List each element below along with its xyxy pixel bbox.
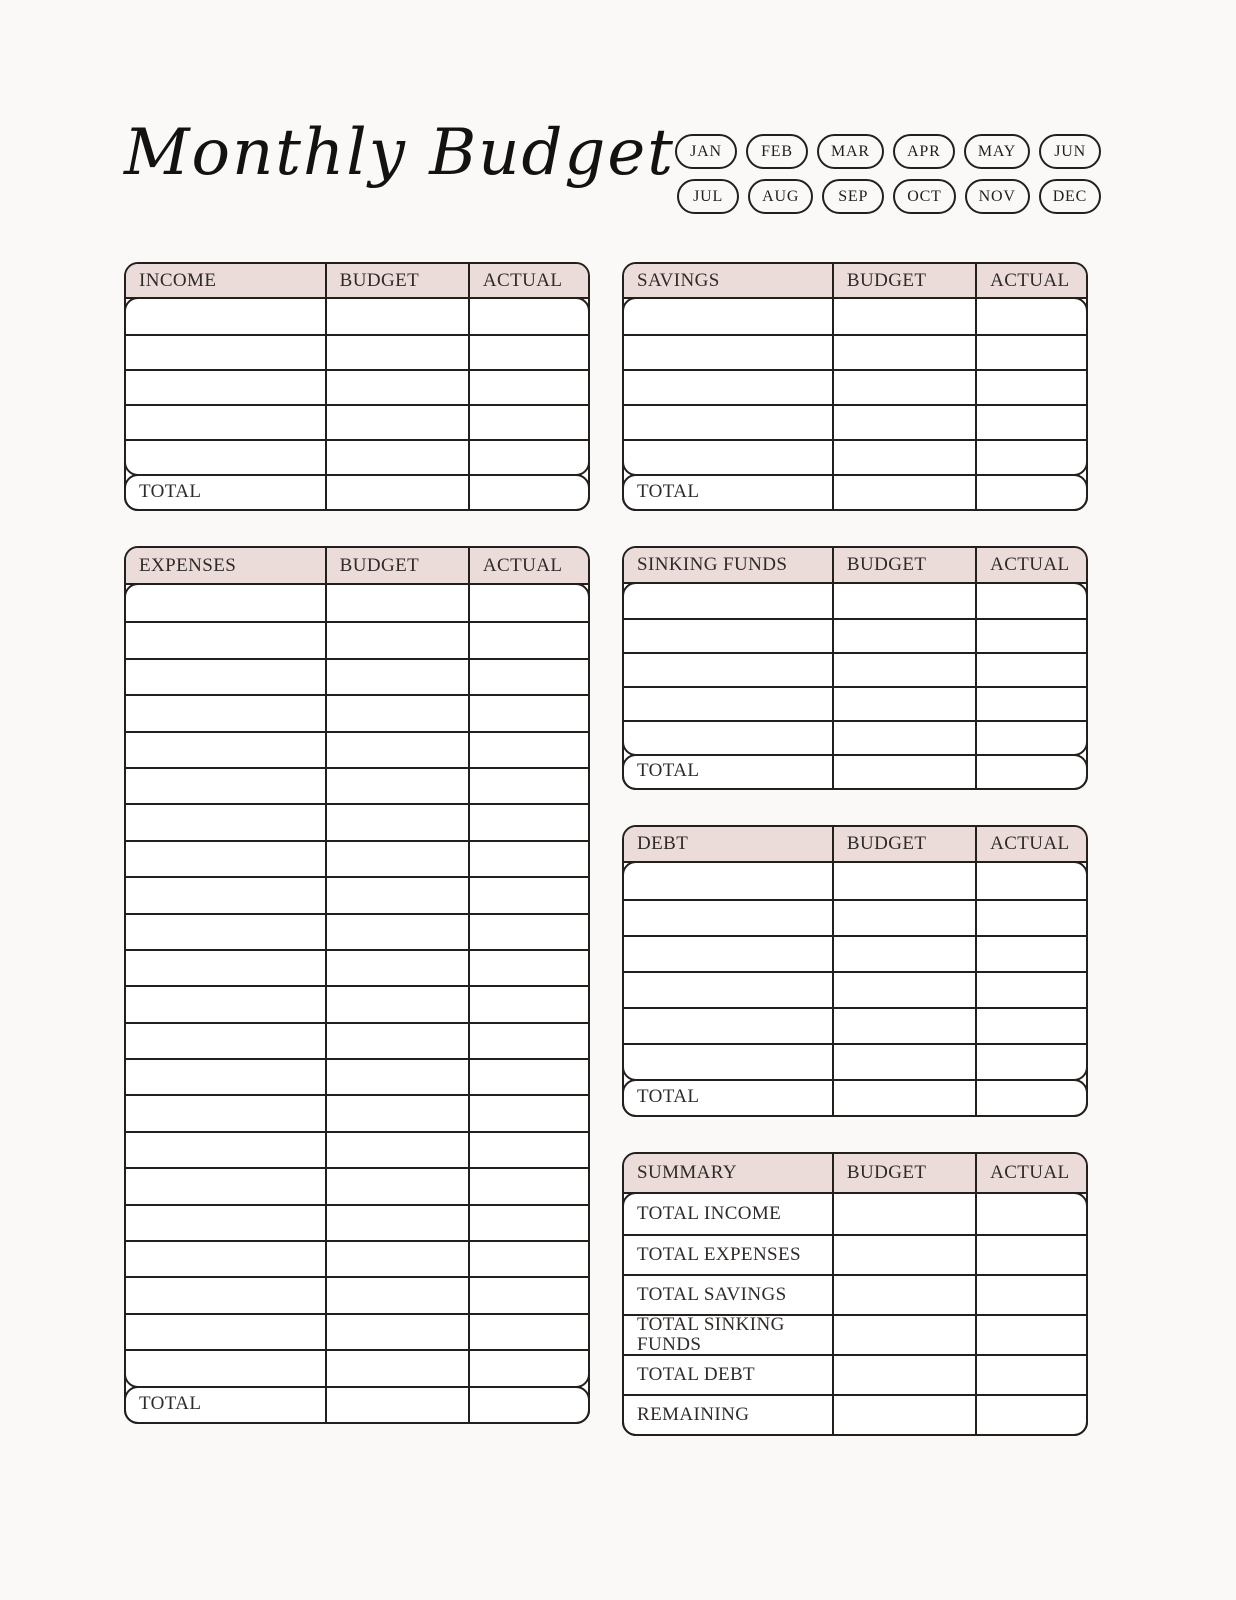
expenses-name-cell[interactable] <box>126 1206 325 1240</box>
debt-total-row <box>624 1079 1086 1115</box>
sinking-funds-total-row <box>624 754 1086 788</box>
sinking-funds-budget-cell[interactable] <box>832 688 975 720</box>
sinking-funds-total-label: TOTAL <box>637 760 700 782</box>
debt-total-actual-cell[interactable] <box>975 1079 1086 1115</box>
savings-actual-cell[interactable] <box>975 441 1086 474</box>
income-row <box>126 334 588 369</box>
summary-row <box>624 1234 1086 1274</box>
debt-header-actual: ACTUAL <box>975 827 1086 861</box>
expenses-row <box>126 1022 588 1058</box>
expenses-budget-cell[interactable] <box>325 733 468 767</box>
income-total-label: TOTAL <box>139 480 202 502</box>
expenses-row <box>126 621 588 657</box>
expenses-actual-cell[interactable] <box>468 769 588 803</box>
expenses-row <box>126 1167 588 1203</box>
savings-name-cell[interactable] <box>624 441 832 474</box>
expenses-row <box>126 1094 588 1130</box>
expenses-budget-cell[interactable] <box>325 1024 468 1058</box>
expenses-row <box>126 949 588 985</box>
income-budget-cell[interactable] <box>325 406 468 439</box>
summary-row <box>624 1394 1086 1434</box>
summary-budget-cell[interactable] <box>832 1356 975 1394</box>
expenses-actual-cell[interactable] <box>468 987 588 1021</box>
income-budget-cell[interactable] <box>325 336 468 369</box>
expenses-row <box>126 803 588 839</box>
summary-row-label: REMAINING <box>637 1404 750 1426</box>
expenses-name-cell[interactable] <box>126 1133 325 1167</box>
expenses-budget-cell[interactable] <box>325 769 468 803</box>
month-pill[interactable]: JUN <box>1039 134 1101 169</box>
month-pill[interactable]: NOV <box>965 179 1030 214</box>
debt-table-header <box>624 827 1086 863</box>
savings-row <box>624 439 1086 474</box>
month-row-first <box>675 134 1101 169</box>
sinking-funds-actual-cell[interactable] <box>975 584 1086 618</box>
expenses-name-cell[interactable] <box>126 915 325 949</box>
expenses-budget-cell[interactable] <box>325 1060 468 1094</box>
expenses-budget-cell[interactable] <box>325 1351 468 1385</box>
expenses-actual-cell[interactable] <box>468 915 588 949</box>
savings-name-cell[interactable] <box>624 406 832 439</box>
expenses-name-cell[interactable] <box>126 585 325 621</box>
sinking-funds-row <box>624 686 1086 720</box>
summary-row-label: TOTAL DEBT <box>637 1364 756 1386</box>
debt-name-cell[interactable] <box>624 973 832 1007</box>
summary-row <box>624 1274 1086 1314</box>
expenses-name-cell[interactable] <box>126 1060 325 1094</box>
income-actual-cell[interactable] <box>468 441 588 474</box>
sinking-funds-table-body <box>624 584 1086 754</box>
summary-table <box>622 1152 1088 1436</box>
month-pill[interactable]: FEB <box>746 134 808 169</box>
expenses-name-cell[interactable] <box>126 623 325 657</box>
savings-name-cell[interactable] <box>624 371 832 404</box>
sinking-funds-header-title: SINKING FUNDS <box>637 554 788 575</box>
expenses-row <box>126 876 588 912</box>
expenses-name-cell[interactable] <box>126 1024 325 1058</box>
expenses-name-cell[interactable] <box>126 1278 325 1312</box>
summary-actual-cell[interactable] <box>975 1356 1086 1394</box>
savings-row <box>624 404 1086 439</box>
debt-actual-cell[interactable] <box>975 937 1086 971</box>
expenses-actual-cell[interactable] <box>468 585 588 621</box>
month-row-second <box>675 179 1101 214</box>
income-budget-cell[interactable] <box>325 299 468 334</box>
debt-actual-cell[interactable] <box>975 1045 1086 1079</box>
expenses-row <box>126 1204 588 1240</box>
sinking-funds-budget-cell[interactable] <box>832 722 975 754</box>
expenses-total-label: TOTAL <box>139 1392 202 1414</box>
month-pill[interactable]: DEC <box>1039 179 1101 214</box>
expenses-name-cell[interactable] <box>126 1169 325 1203</box>
expenses-row <box>126 985 588 1021</box>
summary-budget-cell[interactable] <box>832 1276 975 1314</box>
expenses-header-title: EXPENSES <box>139 554 237 576</box>
expenses-budget-cell[interactable] <box>325 915 468 949</box>
debt-name-cell[interactable] <box>624 1009 832 1043</box>
debt-actual-cell[interactable] <box>975 901 1086 935</box>
expenses-name-cell[interactable] <box>126 769 325 803</box>
summary-header-title: SUMMARY <box>637 1162 737 1183</box>
expenses-budget-cell[interactable] <box>325 696 468 730</box>
debt-table <box>622 825 1088 1117</box>
sinking-funds-table <box>622 546 1088 790</box>
expenses-actual-cell[interactable] <box>468 842 588 876</box>
savings-table-body <box>624 299 1086 474</box>
month-pill[interactable]: MAR <box>817 134 884 169</box>
savings-total-label: TOTAL <box>637 480 700 502</box>
expenses-actual-cell[interactable] <box>468 1024 588 1058</box>
expenses-row <box>126 694 588 730</box>
sinking-funds-name-cell[interactable] <box>624 688 832 720</box>
income-header-actual: ACTUAL <box>468 264 588 297</box>
debt-total-budget-cell[interactable] <box>832 1079 975 1115</box>
sinking-funds-row <box>624 652 1086 686</box>
expenses-name-cell[interactable] <box>126 805 325 839</box>
summary-actual-cell[interactable] <box>975 1316 1086 1354</box>
expenses-actual-cell[interactable] <box>468 696 588 730</box>
sinking-funds-actual-cell[interactable] <box>975 654 1086 686</box>
expenses-row <box>126 1313 588 1349</box>
debt-budget-cell[interactable] <box>832 1045 975 1079</box>
expenses-budget-cell[interactable] <box>325 1096 468 1130</box>
savings-budget-cell[interactable] <box>832 371 975 404</box>
month-selector <box>675 134 1101 214</box>
debt-header-budget: BUDGET <box>832 827 975 861</box>
expenses-header-actual: ACTUAL <box>468 548 588 583</box>
expenses-budget-cell[interactable] <box>325 585 468 621</box>
debt-row <box>624 863 1086 899</box>
savings-budget-cell[interactable] <box>832 406 975 439</box>
expenses-row <box>126 1131 588 1167</box>
savings-row <box>624 334 1086 369</box>
expenses-total-budget-cell[interactable] <box>325 1386 468 1422</box>
income-name-cell[interactable] <box>126 441 325 474</box>
savings-budget-cell[interactable] <box>832 336 975 369</box>
sinking-funds-actual-cell[interactable] <box>975 688 1086 720</box>
expenses-total-row <box>126 1386 588 1422</box>
summary-row-label: TOTAL SAVINGS <box>637 1284 787 1306</box>
expenses-name-cell[interactable] <box>126 696 325 730</box>
debt-actual-cell[interactable] <box>975 1009 1086 1043</box>
expenses-actual-cell[interactable] <box>468 1133 588 1167</box>
sinking-funds-name-cell[interactable] <box>624 620 832 652</box>
expenses-name-cell[interactable] <box>126 951 325 985</box>
savings-actual-cell[interactable] <box>975 336 1086 369</box>
expenses-budget-cell[interactable] <box>325 951 468 985</box>
debt-name-cell[interactable] <box>624 937 832 971</box>
income-actual-cell[interactable] <box>468 371 588 404</box>
savings-table <box>622 262 1088 511</box>
debt-name-cell[interactable] <box>624 901 832 935</box>
savings-budget-cell[interactable] <box>832 299 975 334</box>
summary-row-label: TOTAL EXPENSES <box>637 1244 802 1266</box>
summary-actual-cell[interactable] <box>975 1194 1086 1234</box>
expenses-row <box>126 767 588 803</box>
expenses-actual-cell[interactable] <box>468 1096 588 1130</box>
income-table-header <box>126 264 588 299</box>
debt-header-title: DEBT <box>637 833 689 854</box>
debt-row <box>624 1007 1086 1043</box>
expenses-total-actual-cell[interactable] <box>468 1386 588 1422</box>
debt-budget-cell[interactable] <box>832 937 975 971</box>
income-actual-cell[interactable] <box>468 299 588 334</box>
summary-header-actual: ACTUAL <box>975 1154 1086 1192</box>
sinking-funds-actual-cell[interactable] <box>975 620 1086 652</box>
sinking-funds-actual-cell[interactable] <box>975 722 1086 754</box>
income-total-row <box>126 474 588 509</box>
expenses-actual-cell[interactable] <box>468 733 588 767</box>
income-name-cell[interactable] <box>126 406 325 439</box>
page-header <box>0 0 1236 214</box>
page-title: Monthly Budget <box>124 116 675 190</box>
sinking-funds-row <box>624 720 1086 754</box>
savings-name-cell[interactable] <box>624 336 832 369</box>
savings-total-budget-cell[interactable] <box>832 474 975 509</box>
expenses-row <box>126 913 588 949</box>
summary-actual-cell[interactable] <box>975 1236 1086 1274</box>
left-column <box>124 262 590 1436</box>
debt-budget-cell[interactable] <box>832 863 975 899</box>
savings-actual-cell[interactable] <box>975 371 1086 404</box>
summary-row <box>624 1194 1086 1234</box>
expenses-budget-cell[interactable] <box>325 1133 468 1167</box>
income-table <box>124 262 590 511</box>
sinking-funds-name-cell[interactable] <box>624 722 832 754</box>
sinking-funds-name-cell[interactable] <box>624 584 832 618</box>
expenses-budget-cell[interactable] <box>325 1315 468 1349</box>
expenses-budget-cell[interactable] <box>325 1242 468 1276</box>
tables-grid <box>0 262 1236 1436</box>
debt-budget-cell[interactable] <box>832 901 975 935</box>
income-header-title: INCOME <box>139 269 217 291</box>
expenses-actual-cell[interactable] <box>468 1169 588 1203</box>
savings-budget-cell[interactable] <box>832 441 975 474</box>
expenses-name-cell[interactable] <box>126 878 325 912</box>
sinking-funds-row <box>624 584 1086 618</box>
debt-row <box>624 935 1086 971</box>
savings-row <box>624 299 1086 334</box>
expenses-row <box>126 840 588 876</box>
expenses-budget-cell[interactable] <box>325 660 468 694</box>
expenses-name-cell[interactable] <box>126 1096 325 1130</box>
expenses-table-header <box>126 548 588 585</box>
expenses-budget-cell[interactable] <box>325 842 468 876</box>
month-pill[interactable]: OCT <box>893 179 955 214</box>
expenses-row <box>126 658 588 694</box>
expenses-actual-cell[interactable] <box>468 1242 588 1276</box>
sinking-funds-budget-cell[interactable] <box>832 584 975 618</box>
expenses-name-cell[interactable] <box>126 1242 325 1276</box>
sinking-funds-row <box>624 618 1086 652</box>
sinking-funds-total-actual-cell[interactable] <box>975 754 1086 788</box>
debt-actual-cell[interactable] <box>975 863 1086 899</box>
summary-budget-cell[interactable] <box>832 1396 975 1434</box>
expenses-budget-cell[interactable] <box>325 805 468 839</box>
expenses-budget-cell[interactable] <box>325 1169 468 1203</box>
month-pill[interactable]: MAY <box>964 134 1030 169</box>
expenses-budget-cell[interactable] <box>325 987 468 1021</box>
sinking-funds-budget-cell[interactable] <box>832 620 975 652</box>
expenses-name-cell[interactable] <box>126 660 325 694</box>
savings-name-cell[interactable] <box>624 299 832 334</box>
summary-actual-cell[interactable] <box>975 1276 1086 1314</box>
income-budget-cell[interactable] <box>325 371 468 404</box>
month-pill[interactable]: JAN <box>675 134 737 169</box>
income-name-cell[interactable] <box>126 299 325 334</box>
savings-actual-cell[interactable] <box>975 299 1086 334</box>
income-budget-cell[interactable] <box>325 441 468 474</box>
expenses-budget-cell[interactable] <box>325 623 468 657</box>
month-pill[interactable]: JUL <box>677 179 739 214</box>
sinking-funds-total-budget-cell[interactable] <box>832 754 975 788</box>
summary-row-label: TOTAL SINKING FUNDS <box>637 1314 785 1355</box>
sinking-funds-table-header <box>624 548 1086 584</box>
expenses-actual-cell[interactable] <box>468 1060 588 1094</box>
savings-row <box>624 369 1086 404</box>
debt-budget-cell[interactable] <box>832 973 975 1007</box>
income-actual-cell[interactable] <box>468 336 588 369</box>
income-row <box>126 439 588 474</box>
debt-row <box>624 1043 1086 1079</box>
expenses-row <box>126 585 588 621</box>
savings-header-actual: ACTUAL <box>975 264 1086 297</box>
expenses-budget-cell[interactable] <box>325 878 468 912</box>
sinking-funds-budget-cell[interactable] <box>832 654 975 686</box>
debt-total-label: TOTAL <box>637 1086 700 1108</box>
income-row <box>126 299 588 334</box>
savings-total-row <box>624 474 1086 509</box>
expenses-name-cell[interactable] <box>126 987 325 1021</box>
month-pill[interactable]: SEP <box>822 179 884 214</box>
debt-name-cell[interactable] <box>624 863 832 899</box>
right-column <box>622 262 1088 1436</box>
debt-name-cell[interactable] <box>624 1045 832 1079</box>
summary-budget-cell[interactable] <box>832 1236 975 1274</box>
income-name-cell[interactable] <box>126 336 325 369</box>
savings-table-header <box>624 264 1086 299</box>
income-total-budget-cell[interactable] <box>325 474 468 509</box>
summary-row-label: TOTAL INCOME <box>637 1203 782 1225</box>
summary-header-budget: BUDGET <box>832 1154 975 1192</box>
expenses-actual-cell[interactable] <box>468 1315 588 1349</box>
income-total-actual-cell[interactable] <box>468 474 588 509</box>
expenses-actual-cell[interactable] <box>468 1278 588 1312</box>
expenses-actual-cell[interactable] <box>468 878 588 912</box>
savings-actual-cell[interactable] <box>975 406 1086 439</box>
debt-table-body <box>624 863 1086 1079</box>
savings-header-budget: BUDGET <box>832 264 975 297</box>
expenses-row <box>126 731 588 767</box>
expenses-actual-cell[interactable] <box>468 660 588 694</box>
debt-row <box>624 899 1086 935</box>
summary-budget-cell[interactable] <box>832 1194 975 1234</box>
summary-actual-cell[interactable] <box>975 1396 1086 1434</box>
income-name-cell[interactable] <box>126 371 325 404</box>
income-table-body <box>126 299 588 474</box>
expenses-header-budget: BUDGET <box>325 548 468 583</box>
sinking-funds-name-cell[interactable] <box>624 654 832 686</box>
expenses-actual-cell[interactable] <box>468 805 588 839</box>
expenses-actual-cell[interactable] <box>468 1206 588 1240</box>
expenses-budget-cell[interactable] <box>325 1206 468 1240</box>
debt-actual-cell[interactable] <box>975 973 1086 1007</box>
income-header-budget: BUDGET <box>325 264 468 297</box>
month-pill[interactable]: APR <box>893 134 955 169</box>
savings-header-title: SAVINGS <box>637 269 720 291</box>
expenses-name-cell[interactable] <box>126 1351 325 1385</box>
expenses-name-cell[interactable] <box>126 733 325 767</box>
expenses-name-cell[interactable] <box>126 1315 325 1349</box>
expenses-table-body <box>126 585 588 1386</box>
summary-budget-cell[interactable] <box>832 1316 975 1354</box>
expenses-row <box>126 1240 588 1276</box>
summary-row <box>624 1314 1086 1354</box>
expenses-table <box>124 546 590 1424</box>
expenses-actual-cell[interactable] <box>468 623 588 657</box>
summary-row <box>624 1354 1086 1394</box>
expenses-row <box>126 1276 588 1312</box>
expenses-actual-cell[interactable] <box>468 1351 588 1385</box>
expenses-name-cell[interactable] <box>126 842 325 876</box>
income-row <box>126 369 588 404</box>
expenses-row <box>126 1349 588 1385</box>
income-actual-cell[interactable] <box>468 406 588 439</box>
savings-total-actual-cell[interactable] <box>975 474 1086 509</box>
summary-table-body <box>624 1194 1086 1434</box>
month-pill[interactable]: AUG <box>748 179 813 214</box>
sinking-funds-header-budget: BUDGET <box>832 548 975 582</box>
income-row <box>126 404 588 439</box>
summary-table-header <box>624 1154 1086 1194</box>
expenses-actual-cell[interactable] <box>468 951 588 985</box>
debt-budget-cell[interactable] <box>832 1009 975 1043</box>
sinking-funds-header-actual: ACTUAL <box>975 548 1086 582</box>
debt-row <box>624 971 1086 1007</box>
expenses-row <box>126 1058 588 1094</box>
expenses-budget-cell[interactable] <box>325 1278 468 1312</box>
